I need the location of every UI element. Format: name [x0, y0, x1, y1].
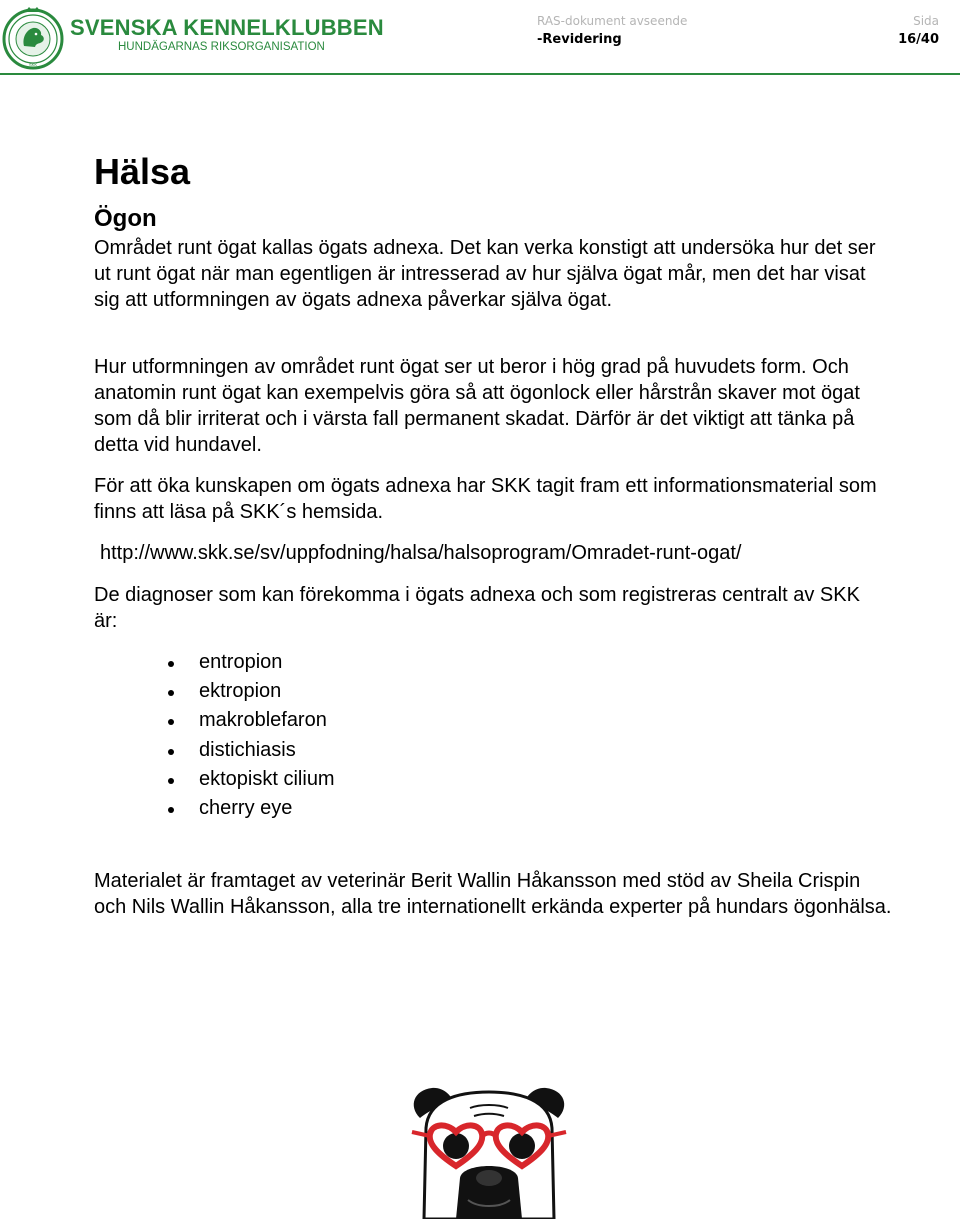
skk-seal-icon: [2, 4, 64, 70]
doc-type-label: RAS-dokument avseende: [537, 14, 688, 28]
paragraph-diagnoses-intro: De diagnoser som kan förekomma i ögats adnexa och som registreras centralt av SKK är:: [94, 584, 860, 632]
page-number: 16/40: [898, 32, 939, 47]
page-title: Hälsa: [94, 151, 191, 192]
svg-text:SKK: SKK: [28, 62, 38, 67]
section-title: Ögon: [94, 205, 157, 232]
doc-type-value: -Revidering: [537, 32, 622, 47]
paragraph-credits: Materialet är framtaget av veterinär Berit Wallin Håkansson med stöd av Sheila Crispin och Nils Wallin Håkansson, alla tre internationellt erkända experter på hundars ögonhälsa.: [94, 870, 892, 918]
list-item: ektropion: [160, 677, 335, 706]
org-subtitle: HUNDÄGARNAS RIKSORGANISATION: [118, 41, 325, 53]
org-name: SVENSKA KENNELKLUBBEN: [70, 15, 384, 40]
paragraph-info-material: För att öka kunskapen om ögats adnexa har SKK tagit fram ett informationsmaterial som finns att läsa på SKK´s hemsida.: [94, 475, 877, 523]
page-header: [0, 0, 960, 76]
list-item: distichiasis: [160, 736, 335, 765]
list-item: cherry eye: [160, 794, 335, 823]
list-item: makroblefaron: [160, 706, 335, 735]
pug-with-heart-glasses-icon: [398, 1078, 580, 1219]
diagnosis-list: [160, 648, 335, 823]
info-link[interactable]: http://www.skk.se/sv/uppfodning/halsa/halsoprogram/Omradet-runt-ogat/: [100, 542, 742, 564]
list-item: ektopiskt cilium: [160, 765, 335, 794]
list-item: entropion: [160, 648, 335, 677]
paragraph-adnexa-intro: Området runt ögat kallas ögats adnexa. Det kan verka konstigt att undersöka hur det ser ut runt ögat när man egentligen är intresserad av hur själva ögat mår, men det har visat sig att utformningen av ögats adnexa påverkar själva ögat.: [94, 237, 876, 311]
header-divider: [0, 73, 960, 75]
page-label: Sida: [913, 14, 939, 28]
paragraph-head-shape: Hur utformningen av området runt ögat ser ut beror i hög grad på huvudets form. Och anatomin runt ögat kan exempelvis göra så att ögonlock eller hårstrån skaver mot ögat som då blir irriterat och i värsta fall permanent skadat. Därför är det viktigt att tänka på detta vid hundavel.: [94, 356, 860, 456]
